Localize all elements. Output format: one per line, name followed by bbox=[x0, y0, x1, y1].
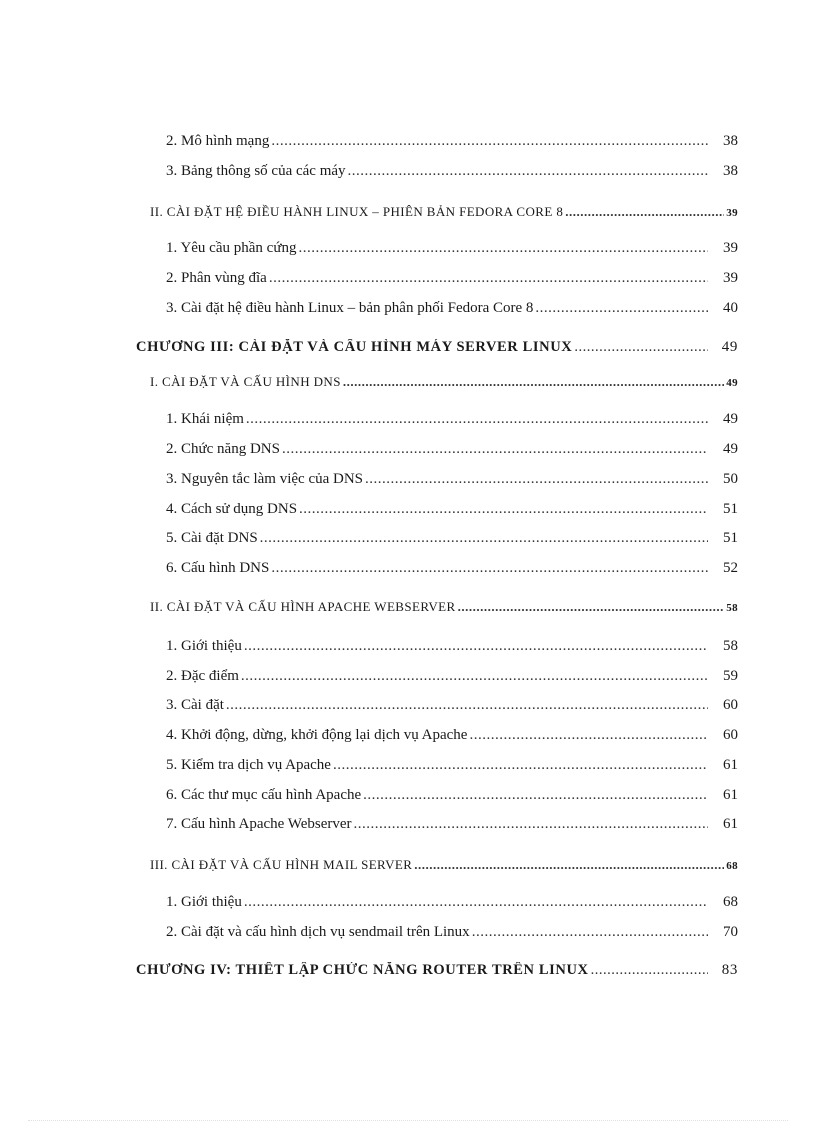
toc-entry-page: 38 bbox=[723, 163, 738, 179]
toc-entry bbox=[166, 270, 738, 287]
toc-entry-label: 3. Bảng thông số của các máy bbox=[166, 163, 346, 179]
toc-section-page: 39 bbox=[726, 207, 738, 219]
toc-entry-label: 5. Kiểm tra dịch vụ Apache bbox=[166, 757, 331, 773]
leader-dots bbox=[271, 560, 708, 577]
toc-entry-page: 52 bbox=[723, 560, 738, 576]
toc-entry-label: 6. Các thư mục cấu hình Apache bbox=[166, 787, 362, 803]
toc-entry-page: 61 bbox=[723, 787, 738, 803]
leader-dots bbox=[574, 339, 708, 356]
toc-entry bbox=[166, 133, 738, 150]
toc-entry bbox=[166, 471, 738, 488]
toc-entry-page: 39 bbox=[723, 240, 738, 256]
toc-entry-label: 1. Yêu cầu phần cứng bbox=[166, 240, 297, 256]
leader-dots bbox=[343, 374, 724, 390]
toc-entry-label: 2. Đặc điểm bbox=[166, 668, 239, 684]
toc-entry-page: 60 bbox=[723, 727, 738, 743]
toc-section-label: III. CÀI ĐẶT VÀ CẤU HÌNH MAIL SERVER bbox=[150, 857, 413, 872]
toc-entry bbox=[166, 501, 738, 518]
leader-dots bbox=[244, 638, 708, 655]
toc-chapter-label: CHƯƠNG IV: THIẾT LẬP CHỨC NĂNG ROUTER TRÊN LINUX bbox=[136, 962, 589, 978]
toc-entry-label: 5. Cài đặt DNS bbox=[166, 530, 258, 546]
leader-dots bbox=[246, 411, 708, 428]
leader-dots bbox=[469, 727, 708, 744]
leader-dots bbox=[354, 816, 708, 833]
leader-dots bbox=[348, 163, 708, 180]
toc-entry bbox=[166, 638, 738, 655]
toc-section-label: II. CÀI ĐẶT VÀ CẤU HÌNH APACHE WEBSERVER bbox=[150, 599, 456, 614]
toc-chapter-page: 83 bbox=[721, 962, 738, 978]
toc-entry-label: 1. Giới thiệu bbox=[166, 894, 242, 910]
toc-entry-page: 50 bbox=[723, 471, 738, 487]
leader-dots bbox=[298, 240, 708, 257]
leader-dots bbox=[260, 530, 708, 547]
toc-entry bbox=[166, 530, 738, 547]
leader-dots bbox=[244, 894, 708, 911]
toc-section bbox=[150, 204, 738, 220]
toc-entry-label: 2. Phân vùng đĩa bbox=[166, 270, 267, 286]
toc-entry-label: 4. Cách sử dụng DNS bbox=[166, 501, 298, 517]
toc-entry-page: 49 bbox=[723, 441, 738, 457]
toc-entry bbox=[166, 816, 738, 833]
toc-entry bbox=[166, 300, 738, 317]
toc-section-label: I. CÀI ĐẶT VÀ CẤU HÌNH DNS bbox=[150, 374, 341, 389]
toc-entry-page: 61 bbox=[723, 757, 738, 773]
leader-dots bbox=[591, 962, 708, 979]
toc-entry-label: 2. Mô hình mạng bbox=[166, 133, 270, 149]
leader-dots bbox=[241, 668, 708, 685]
leader-dots bbox=[472, 924, 708, 941]
toc-entry-label: 3. Cài đặt hệ điều hành Linux – bản phân phối Fedora Core 8 bbox=[166, 300, 534, 316]
leader-dots bbox=[271, 133, 708, 150]
toc-entry-label: 2. Chức năng DNS bbox=[166, 441, 280, 457]
toc-entry-page: 38 bbox=[723, 133, 738, 149]
toc-entry bbox=[166, 727, 738, 744]
toc-entry-page: 51 bbox=[723, 501, 738, 517]
toc-section-page: 49 bbox=[726, 377, 738, 389]
leader-dots bbox=[565, 204, 724, 220]
toc-entry-label: 6. Cấu hình DNS bbox=[166, 560, 270, 576]
toc-entry-page: 39 bbox=[723, 270, 738, 286]
toc-entry bbox=[166, 163, 738, 180]
toc-entry-page: 40 bbox=[723, 300, 738, 316]
toc-entry bbox=[166, 240, 738, 257]
leader-dots bbox=[535, 300, 708, 317]
toc-entry-label: 7. Cấu hình Apache Webserver bbox=[166, 816, 352, 832]
leader-dots bbox=[333, 757, 708, 774]
toc-section-page: 68 bbox=[726, 860, 738, 872]
toc-entry-page: 58 bbox=[723, 638, 738, 654]
toc-entry-page: 60 bbox=[723, 697, 738, 713]
toc-entry-label: 2. Cài đặt và cấu hình dịch vụ sendmail trên Linux bbox=[166, 924, 470, 940]
toc-entry bbox=[166, 411, 738, 428]
page-bottom-rule bbox=[28, 1120, 788, 1121]
toc-section bbox=[150, 599, 738, 615]
toc-section-label: II. CÀI ĐẶT HỆ ĐIỀU HÀNH LINUX – PHIÊN BẢN FEDORA CORE 8 bbox=[150, 204, 564, 219]
leader-dots bbox=[458, 599, 725, 615]
toc-entry bbox=[166, 894, 738, 911]
toc-entry bbox=[166, 787, 738, 804]
toc-entry-page: 49 bbox=[723, 411, 738, 427]
toc-entry-label: 3. Cài đặt bbox=[166, 697, 224, 713]
toc-entry bbox=[166, 668, 738, 685]
toc-entry-label: 3. Nguyên tắc làm việc của DNS bbox=[166, 471, 364, 487]
toc-section bbox=[150, 374, 738, 390]
toc-entry bbox=[166, 757, 738, 774]
leader-dots bbox=[365, 471, 708, 488]
toc-entry-page: 70 bbox=[723, 924, 738, 940]
toc-chapter-label: CHƯƠNG III: CÀI ĐẶT VÀ CẤU HÌNH MÁY SERVER LINUX bbox=[136, 339, 573, 355]
toc-entry-page: 61 bbox=[723, 816, 738, 832]
leader-dots bbox=[226, 697, 708, 714]
toc-entry-label: 1. Khái niệm bbox=[166, 411, 244, 427]
leader-dots bbox=[363, 787, 708, 804]
toc-entry-page: 68 bbox=[723, 894, 738, 910]
toc-entry-page: 51 bbox=[723, 530, 738, 546]
leader-dots bbox=[282, 441, 708, 458]
toc-entry bbox=[166, 924, 738, 941]
toc-chapter bbox=[136, 339, 738, 356]
toc-chapter bbox=[136, 962, 738, 979]
toc-entry bbox=[166, 697, 738, 714]
toc-entry bbox=[166, 441, 738, 458]
toc-entry-label: 4. Khởi động, dừng, khởi động lại dịch vụ Apache bbox=[166, 727, 468, 743]
toc-entry-page: 59 bbox=[723, 668, 738, 684]
toc-chapter-page: 49 bbox=[721, 339, 738, 355]
toc-section-page: 58 bbox=[726, 602, 738, 614]
leader-dots bbox=[299, 501, 708, 518]
toc-entry bbox=[166, 560, 738, 577]
leader-dots bbox=[269, 270, 708, 287]
toc-section bbox=[150, 857, 738, 873]
toc-entry-label: 1. Giới thiệu bbox=[166, 638, 242, 654]
leader-dots bbox=[414, 857, 724, 873]
